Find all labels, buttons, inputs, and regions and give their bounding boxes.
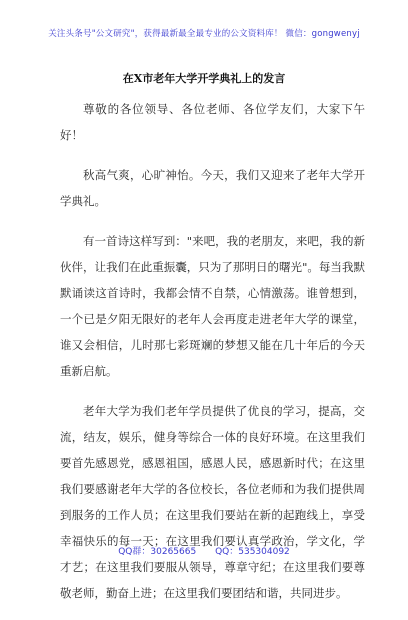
paragraph-poem: 有一首诗这样写到："来吧，我的老朋友，来吧，我的新伙伴，让我们在此重振囊，只为了那明日的曙光"。每当我默默诵读这首诗时，我都会情不自禁，心情激荡。谁曾想到，一个已是夕阳无限好的老年人会再度走进老年大学的课堂，谁又会相信，儿时那七彩斑斓的梦想又能在几十年后的今天重新启航。 [60,234,365,378]
paragraph-opening: 秋高气爽，心旷神怡。今天，我们又迎来了老年大学开学典礼。 [60,168,365,208]
paragraph-greeting: 尊敬的各位领导、各位老师、各位学友们，大家下午好！ [60,102,365,142]
paragraph-gratitude: 老年大学为我们老年学员提供了优良的学习，提高，交流，结友，娱乐，健身等综合一体的良好环境。在这里我们要首先感恩党，感恩祖国，感恩人民，感恩新时代；在这里我们要感谢老年大学的各位校长，各位老师和为我们提供周到服务的工作人员；在这里我们要站在新的起跑线上，享受幸福快乐的每一天；在这里我们要认真学政治，学文化，学才艺；在这里我们要服从领导，尊章守纪；在这里我们要尊敬老师，勤奋上进；在这里我们要团结和谐，共同进步。 [60,404,365,600]
footer-qq: QQ：535304092 [215,547,290,557]
footer-qq-group: QQ群：30265665 [118,547,197,557]
document-title: 在X市老年大学开学典礼上的发言 [122,72,286,85]
header-promo-note: 关注头条号"公文研究"，获得最新最全最专业的公文资料库！ 微信：gongwenyj [48,29,360,39]
footer-contact [0,544,408,557]
document-body [60,96,365,620]
